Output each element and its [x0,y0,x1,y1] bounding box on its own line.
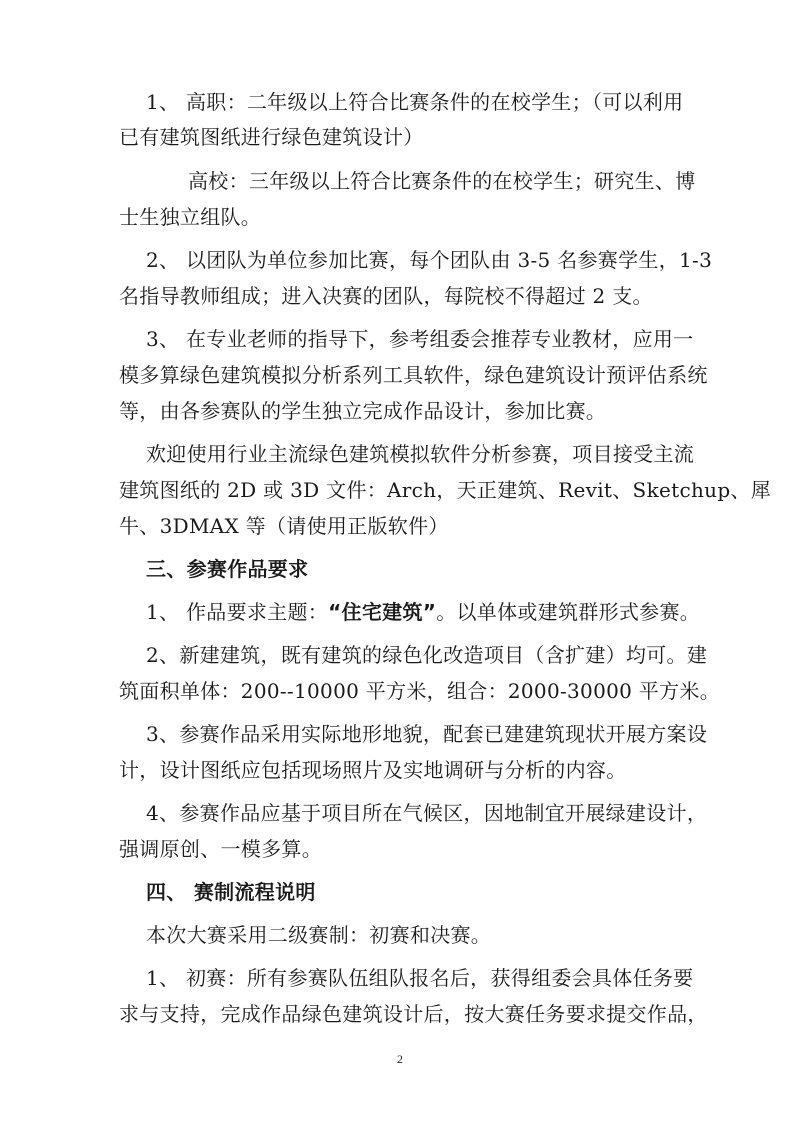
paragraph-line: 计，设计图纸应包括现场照片及实地调研与分析的内容。 [119,758,627,782]
paragraph-line: 2、 以团队为单位参加比赛，每个团队由 3-5 名参赛学生，1-3 [146,248,713,272]
paragraph-line: 1、 初赛：所有参赛队伍组队报名后，获得组委会具体任务要 [146,966,694,990]
paragraph-line [146,599,700,625]
paragraph-line: 模多算绿色建筑模拟分析系列工具软件，绿色建筑设计预评估系统 [119,363,708,387]
paragraph-line: 牛、3DMAX 等（请使用正版软件） [119,514,449,538]
paragraph-line: 强调原创、一模多算。 [119,837,322,861]
section-heading-4: 四、 赛制流程说明 [146,880,316,904]
paragraph-line: 等，由各参赛队的学生独立完成作品设计，参加比赛。 [119,399,607,423]
text-segment: 1、 作品要求主题： [146,600,329,624]
paragraph-line: 士生独立组队。 [119,205,262,229]
paragraph-line: 建筑图纸的 2D 或 3D 文件：Arch，天正建筑、Revit、Sketchup、犀 [119,478,772,502]
paragraph-line: 2、新建建筑，既有建筑的绿色化改造项目（含扩建）均可。建 [146,643,708,667]
page-number: 2 [397,1052,403,1066]
paragraph-line: 欢迎使用行业主流绿色建筑模拟软件分析参赛，项目接受主流 [146,442,695,466]
paragraph-line: 3、参赛作品采用实际地形地貌，配套已建建筑现状开展方案设 [146,722,708,746]
section-heading-3: 三、参赛作品要求 [146,557,309,581]
paragraph-line: 已有建筑图纸进行绿色建筑设计） [119,125,424,149]
text-segment: 。以单体或建筑群形式参赛。 [436,600,701,624]
paragraph-line: 本次大赛采用二级赛制：初赛和决赛。 [146,923,492,947]
paragraph-line: 筑面积单体：200--10000 平方米，组合：2000-30000 平方米。 [119,679,721,703]
paragraph-line: 3、 在专业老师的指导下，参考组委会推荐专业教材，应用一 [146,327,694,351]
theme-emphasis: “住宅建筑” [328,600,437,624]
paragraph-line: 名指导教师组成；进入决赛的团队，每院校不得超过 2 支。 [119,284,653,308]
paragraph-line: 1、 高职：二年级以上符合比赛条件的在校学生；（可以利用 [146,90,684,114]
paragraph-line: 求与支持，完成作品绿色建筑设计后，按大赛任务要求提交作品， [119,1002,708,1026]
paragraph-line: 4、参赛作品应基于项目所在气候区，因地制宜开展绿建设计， [146,801,708,825]
paragraph-line: 高校：三年级以上符合比赛条件的在校学生；研究生、博 [188,169,696,193]
